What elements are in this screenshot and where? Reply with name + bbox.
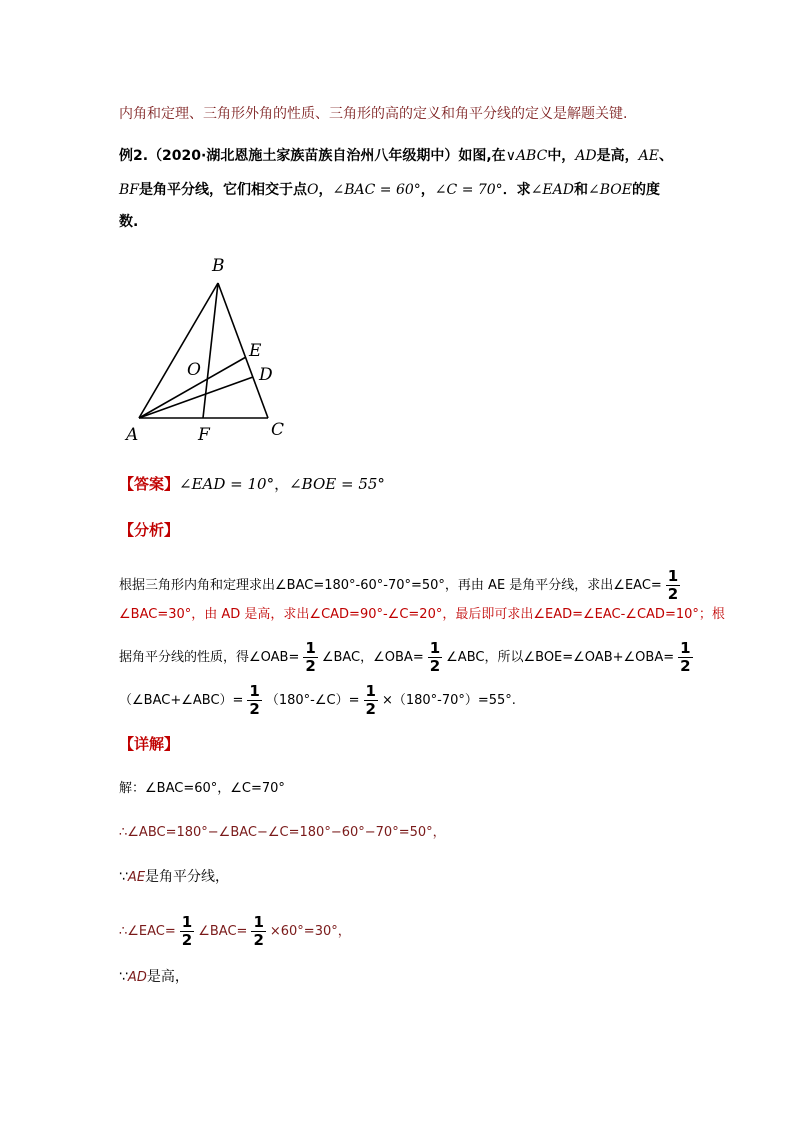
example-line-3: 数. [119,214,139,230]
detail-line-3: ∵AE是角平分线， [119,869,230,885]
detail-tag: 【详解】 [119,735,180,753]
fraction-half: $\frac{1}{2}$ [253,913,264,949]
label-b: B [212,256,225,276]
example-line-2: BF是角平分线，它们相交于点O，∠BAC = 60°，∠C = 70°．求∠EAD和∠BOE的度 [119,182,660,198]
label-d: D [259,365,273,385]
segment-ad [139,377,253,418]
example-line-1: 例2.（2020·湖北恩施土家族苗族自治州八年级期中）如图,在∨ABC中，AD是高，AE、 [119,148,673,164]
fraction-half: $\frac{1}{2}$ [249,682,260,718]
label-o: O [187,360,201,380]
fraction-half: $\frac{1}{2}$ [667,567,679,603]
intro-text: 内角和定理、三角形外角的性质、三角形的高的定义和角平分线的定义是解题关键. [119,106,628,122]
answer-line: 【答案】∠EAD = 10°，∠BOE = 55° [119,475,385,493]
label-c: C [271,420,285,440]
label-a: A [126,425,139,445]
label-e: E [249,341,262,361]
triangle-symbol: ∨ [505,148,516,164]
detail-line-5: ∵AD是高， [119,969,189,985]
analysis-line-1: 根据三角形内角和定理求出∠BAC=180°-60°-70°=50°，再由 AE 是角平分线，求出∠EAC= $\frac{1}{2}$ [119,567,679,603]
detail-line-1: 解：∠BAC=60°，∠C=70° [119,781,285,796]
example-number: 例2. [119,148,149,164]
detail-line-2: ∴∠ABC=180°−∠BAC−∠C=180°−60°−70°=50°， [119,825,446,840]
fraction-half: $\frac{1}{2}$ [680,639,691,675]
detail-line-4: ∴∠EAC= $\frac{1}{2}$ ∠BAC= $\frac{1}{2}$ ×60°=30°， [119,913,351,949]
analysis-tag: 【分析】 [119,521,180,539]
example-source: （2020·湖北恩施土家族苗族自治州八年级期中） [148,148,459,164]
label-f: F [198,425,210,445]
fraction-half: $\frac{1}{2}$ [305,639,316,675]
fraction-half: $\frac{1}{2}$ [429,639,441,675]
fraction-half: $\frac{1}{2}$ [365,682,376,718]
analysis-line-3: 据角平分线的性质，得∠OAB= $\frac{1}{2}$ ∠BAC，∠OBA= $\frac{1}{2}$ ∠ABC，所以∠BOE=∠OAB+∠OBA= $\frac{1}{2}$ [119,639,691,675]
analysis-line-4: （∠BAC+∠ABC）= $\frac{1}{2}$ （180°-∠C）= $\frac{1}{2}$ ×（180°-70°）=55°. [119,682,516,718]
side-ab [139,283,218,418]
answer-tag: 【答案】 [119,475,180,493]
fraction-half: $\frac{1}{2}$ [181,913,193,949]
analysis-line-2: ∠BAC=30°，由 AD 是高，求出∠CAD=90°-∠C=20°，最后即可求出∠EAD=∠EAC-∠CAD=10°；根 [119,607,725,622]
